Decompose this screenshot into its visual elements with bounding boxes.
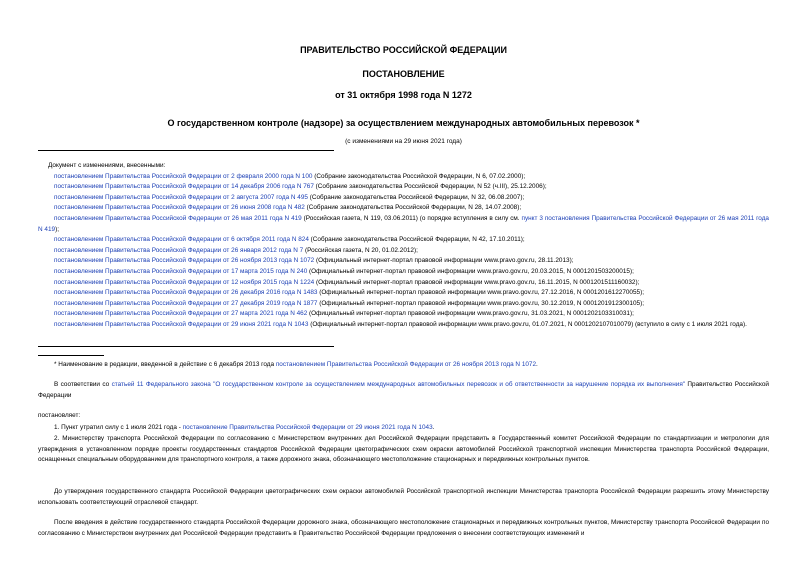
list-item: постановлением Правительства Российской Федерации от 2 февраля 2000 года N 100 (Собрание законодательства Российской Федерации, N 6, 07.02.2000); [54,172,526,180]
list-item: постановлением Правительства Российской Федерации от 26 июня 2008 года N 482 (Собрание законодательства Российской Федерации, N 28, 14.07.2008); [54,204,522,212]
amendment-point-link[interactable]: пункт 3 постановления Правительства Российской Федерации от 26 мая 2011 года N 419 [38,214,769,233]
point-2: 2. Министерству транспорта Российской Федерации по согласованию с Министерством внутренних дел Российской Федерации представить в Государственный комитет Российской Федерации по стандартизации и метрологии для утверждения в установленном порядке проекты государственных стандартов Российской Федерации цветографических схем окраски автомобилей Российской транспортной инспекции Министерства транспорта Российской Федерации, оснащенных специальным оборудованием для транспортного контроля, а также дорожного знака, обозначающего местоположение стационарных и передвижных контрольных пунктов. [38,435,769,464]
amendment-link[interactable]: постановлением Правительства Российской Федерации от 27 декабря 2019 года N 1877 [54,299,318,307]
list-item: постановлением Правительства Российской Федерации от 26 января 2012 года N 7 (Российская газета, N 20, 01.02.2012); [54,246,418,254]
amended-note: (с изменениями на 29 июня 2021 года) [345,138,462,145]
amendment-link[interactable]: постановлением Правительства Российской Федерации от 26 июня 2008 года N 482 [54,204,305,212]
list-item: постановлением Правительства Российской Федерации от 26 мая 2011 года N 419 (Российская газета, N 119, 03.06.2011) (о порядке вступления в силу см. пункт 3 постановления Правительства Российской Федерации от 26 мая 2011 года N 419); [38,214,769,233]
footnote: * Наименование в редакции, введенной в действие с 6 декабря 2013 года постановлением Правительства Российской Федерации от 26 ноября 2013 года N 1072. [54,361,538,368]
basis-paragraph: В соответствии со статьей 11 Федерального закона "О государственном контроле за осуществлением международных автомобильных перевозок и об ответственности за нарушение порядка их выполнения" Правительство Российской Федерации [38,381,769,399]
amendment-link[interactable]: постановлением Правительства Российской Федерации от 6 октября 2011 года N 824 [54,236,309,244]
amendment-link[interactable]: постановлением Правительства Российской Федерации от 26 ноября 2013 года N 1072 [54,257,315,265]
amendment-link[interactable]: постановлением Правительства Российской Федерации от 29 июня 2021 года N 1043 [54,320,309,328]
amendment-link[interactable]: постановлением Правительства Российской Федерации от 14 декабря 2006 года N 767 [54,183,314,191]
document-type: ПОСТАНОВЛЕНИЕ [362,69,445,79]
point-1-link[interactable]: постановление Правительства Российской Федерации от 29 июня 2021 года N 1043 [182,424,433,431]
amendment-link[interactable]: постановлением Правительства Российской Федерации от 12 ноября 2015 года N 1224 [54,278,315,286]
federal-law-link[interactable]: статьей 11 Федерального закона "О государственном контроле за осуществлением международных автомобильных перевозок и об ответственности за нарушение порядка их выполнения" [111,381,686,388]
government-heading: ПРАВИТЕЛЬСТВО РОССИЙСКОЙ ФЕДЕРАЦИИ [300,45,507,55]
list-item: постановлением Правительства Российской Федерации от 29 июня 2021 года N 1043 (Официальный интернет-портал правовой информации www.pravo.gov.ru, 01.07.2021, N 0001202107010079) (вступило в силу с 1 июля 2021 года). [54,320,747,328]
list-item: постановлением Правительства Российской Федерации от 26 ноября 2013 года N 1072 (Официальный интернет-портал правовой информации www.pravo.gov.ru, 28.11.2013); [54,257,574,265]
amendments-intro: Документ с изменениями, внесенными: [48,162,166,169]
divider-top [38,150,334,151]
amendment-link[interactable]: постановлением Правительства Российской Федерации от 17 марта 2015 года N 240 [54,267,308,275]
list-item: постановлением Правительства Российской Федерации от 2 августа 2007 года N 495 (Собрание законодательства Российской Федерации, N 32, 06.08.2007); [54,193,525,201]
paragraph-3: До утверждения государственного стандарта Российской Федерации цветографических схем окраски автомобилей Российской транспортной инспекции Министерства транспорта Российской Федерации разрешить этому Министерству использовать соответствующий отраслевой стандарт. [38,488,769,506]
resolves-label: постановляет: [38,412,81,419]
amendment-link[interactable]: постановлением Правительства Российской Федерации от 2 августа 2007 года N 495 [54,193,308,201]
amendment-link[interactable]: постановлением Правительства Российской Федерации от 26 января 2012 года N 7 [54,246,304,254]
list-item: постановлением Правительства Российской Федерации от 14 декабря 2006 года N 767 (Собрание законодательства Российской Федерации, N 52 (ч.III), 25.12.2006); [54,183,547,191]
list-item: постановлением Правительства Российской Федерации от 27 марта 2021 года N 462 (Официальный интернет-портал правовой информации www.pravo.gov.ru, 31.03.2021, N 0001202103310031); [54,310,634,318]
amendment-link[interactable]: постановлением Правительства Российской Федерации от 2 февраля 2000 года N 100 [54,172,313,180]
list-item: постановлением Правительства Российской Федерации от 12 ноября 2015 года N 1224 (Официальный интернет-портал правовой информации www.pravo.gov.ru, 16.11.2015, N 0001201511160032); [54,278,640,286]
list-item: постановлением Правительства Российской Федерации от 27 декабря 2019 года N 1877 (Официальный интернет-портал правовой информации www.pravo.gov.ru, 30.12.2019, N 0001201912300105); [54,299,645,307]
paragraph-4: После введения в действие государственного стандарта Российской Федерации дорожного знака, обозначающего местоположение стационарных и передвижных контрольных пунктов, Министерству транспорта Российской Федерации по согласованию с Министерством внутренних дел Российской Федерации представить в Правительство Российской Федерации предложения о внесении соответствующих изменений и [38,519,769,537]
list-item: постановлением Правительства Российской Федерации от 17 марта 2015 года N 240 (Официальный интернет-портал правовой информации www.pravo.gov.ru, 20.03.2015, N 0001201503200015); [54,267,634,275]
divider-middle [38,346,334,347]
list-item: постановлением Правительства Российской Федерации от 26 декабря 2016 года N 1483 (Официальный интернет-портал правовой информации www.pravo.gov.ru, 27.12.2016, N 0001201612270055); [54,289,645,297]
list-item: постановлением Правительства Российской Федерации от 6 октября 2011 года N 824 (Собрание законодательства Российской Федерации, N 42, 17.10.2011); [54,236,525,244]
document-date: от 31 октября 1998 года N 1272 [335,90,472,100]
footnote-divider [38,355,104,356]
amendment-link[interactable]: постановлением Правительства Российской Федерации от 26 мая 2011 года N 419 [54,214,302,222]
amendments-list [38,161,769,331]
footnote-link[interactable]: постановлением Правительства Российской Федерации от 26 ноября 2013 года N 1072 [275,361,537,368]
amendment-link[interactable]: постановлением Правительства Российской Федерации от 26 декабря 2016 года N 1483 [54,289,318,297]
document-title: О государственном контроле (надзоре) за осуществлением международных автомобильных перевозок * [167,118,640,128]
amendment-link[interactable]: постановлением Правительства Российской Федерации от 27 марта 2021 года N 462 [54,310,308,318]
point-1: 1. Пункт утратил силу с 1 июля 2021 года - постановление Правительства Российской Федерации от 29 июня 2021 года N 1043. [54,424,435,431]
